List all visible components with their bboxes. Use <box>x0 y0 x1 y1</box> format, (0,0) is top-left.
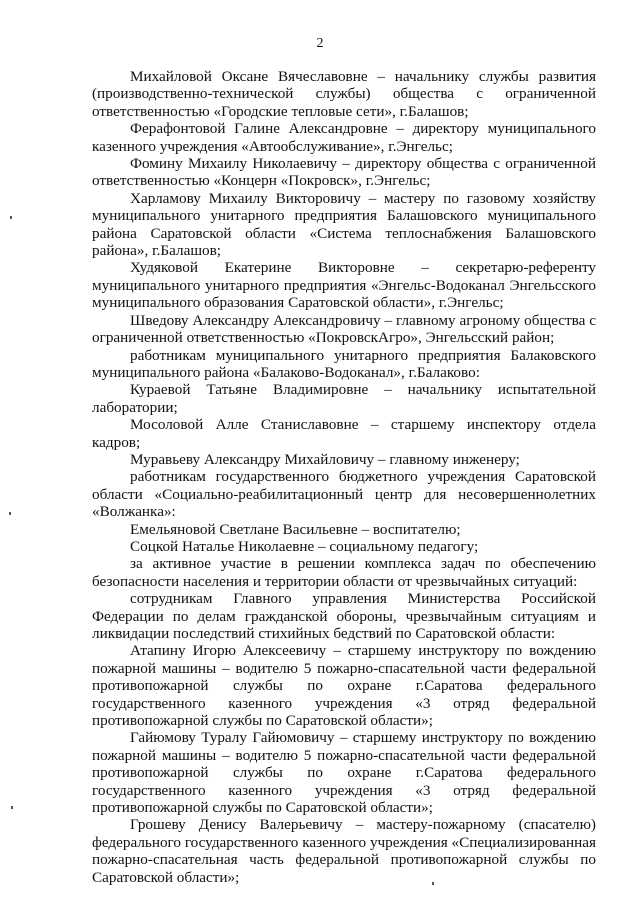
paragraph: Соцкой Наталье Николаевне – социальному педагогу; <box>130 537 479 555</box>
paragraph: Атапину Игорю Алексеевичу – старшему инструктору по вождению пожарной машины – водителю 5 пожарно-спасательной части федеральной противопожарной службы по охране г.Саратова федерального государственного казенного учреждения «3 отряд федеральной противопожарной службы по Саратовской области»; <box>92 642 596 730</box>
paragraph: Фомину Михаилу Николаевичу – директору общества с ограниченной ответственностью «Концерн «Покровск», г.Энгельс; <box>92 155 596 190</box>
paragraph: Худяковой Екатерине Викторовне – секретарю-референту муниципального унитарного предприятия «Энгельс-Водоканал Энгельсского муниципального образования Саратовской области», г.Энгельс; <box>92 259 596 312</box>
page-number: 2 <box>316 36 324 51</box>
paragraph: Грошеву Денису Валерьевичу – мастеру-пожарному (спасателю) федерального государственного казенного учреждения «Специализированная пожарно-спасательная часть федеральной противопожарной службы по Саратовской области»; <box>92 816 596 886</box>
paragraph: Емельяновой Светлане Васильевне – воспитателю; <box>130 520 461 538</box>
paragraph: работникам муниципального унитарного предприятия Балаковского муниципального района «Балаково-Водоканал», г.Балаково: <box>92 346 596 381</box>
paragraph: Михайловой Оксане Вячеславовне – начальнику службы развития (производственно-технической службы) общества с ограниченной ответственностью «Городские тепловые сети», г.Балашов; <box>92 68 596 120</box>
scan-speck <box>432 882 434 885</box>
scan-speck <box>10 216 12 219</box>
paragraph: сотрудникам Главного управления Министерства Российской Федерации по делам гражданской обороны, чрезвычайным ситуациям и ликвидации последствий стихийных бедствий по Саратовской области: <box>92 590 596 642</box>
paragraph: Ферафонтовой Галине Александровне – директору муниципального казенного учреждения «Автообслуживание», г.Энгельс; <box>92 120 596 155</box>
paragraph: Кураевой Татьяне Владимировне – начальнику испытательной лаборатории; <box>92 381 596 416</box>
paragraph: Шведову Александру Александровичу – главному агроному общества с ограниченной ответственностью «ПокровскАгро», Энгельсский район; <box>92 311 596 347</box>
paragraph: за активное участие в решении комплекса задач по обеспечению безопасности населения и территории области от чрезвычайных ситуаций: <box>92 555 596 590</box>
paragraph: работникам государственного бюджетного учреждения Саратовской области «Социально-реабилитационный центр для несовершеннолетних «Волжанка»: <box>92 468 596 521</box>
scan-speck <box>11 806 13 809</box>
paragraph: Мосоловой Алле Станиславовне – старшему инспектору отдела кадров; <box>92 416 596 451</box>
paragraph: Харламову Михаилу Викторовичу – мастеру по газовому хозяйству муниципального унитарного предприятия Балашовского муниципального района Саратовской области «Система теплоснабжения Балашовского района», г.Балашов; <box>92 189 596 260</box>
document-body <box>92 68 596 886</box>
paragraph: Гайюмову Туралу Гайюмовичу – старшему инструктору по вождению пожарной машины – водителю 5 пожарно-спасательной части федеральной противопожарной службы по охране г.Саратова федерального государственного казенного учреждения «3 отряд федеральной противопожарной службы по Саратовской области»; <box>92 729 596 817</box>
paragraph: Муравьеву Александру Михайловичу – главному инженеру; <box>130 450 520 468</box>
scan-speck <box>9 512 11 515</box>
